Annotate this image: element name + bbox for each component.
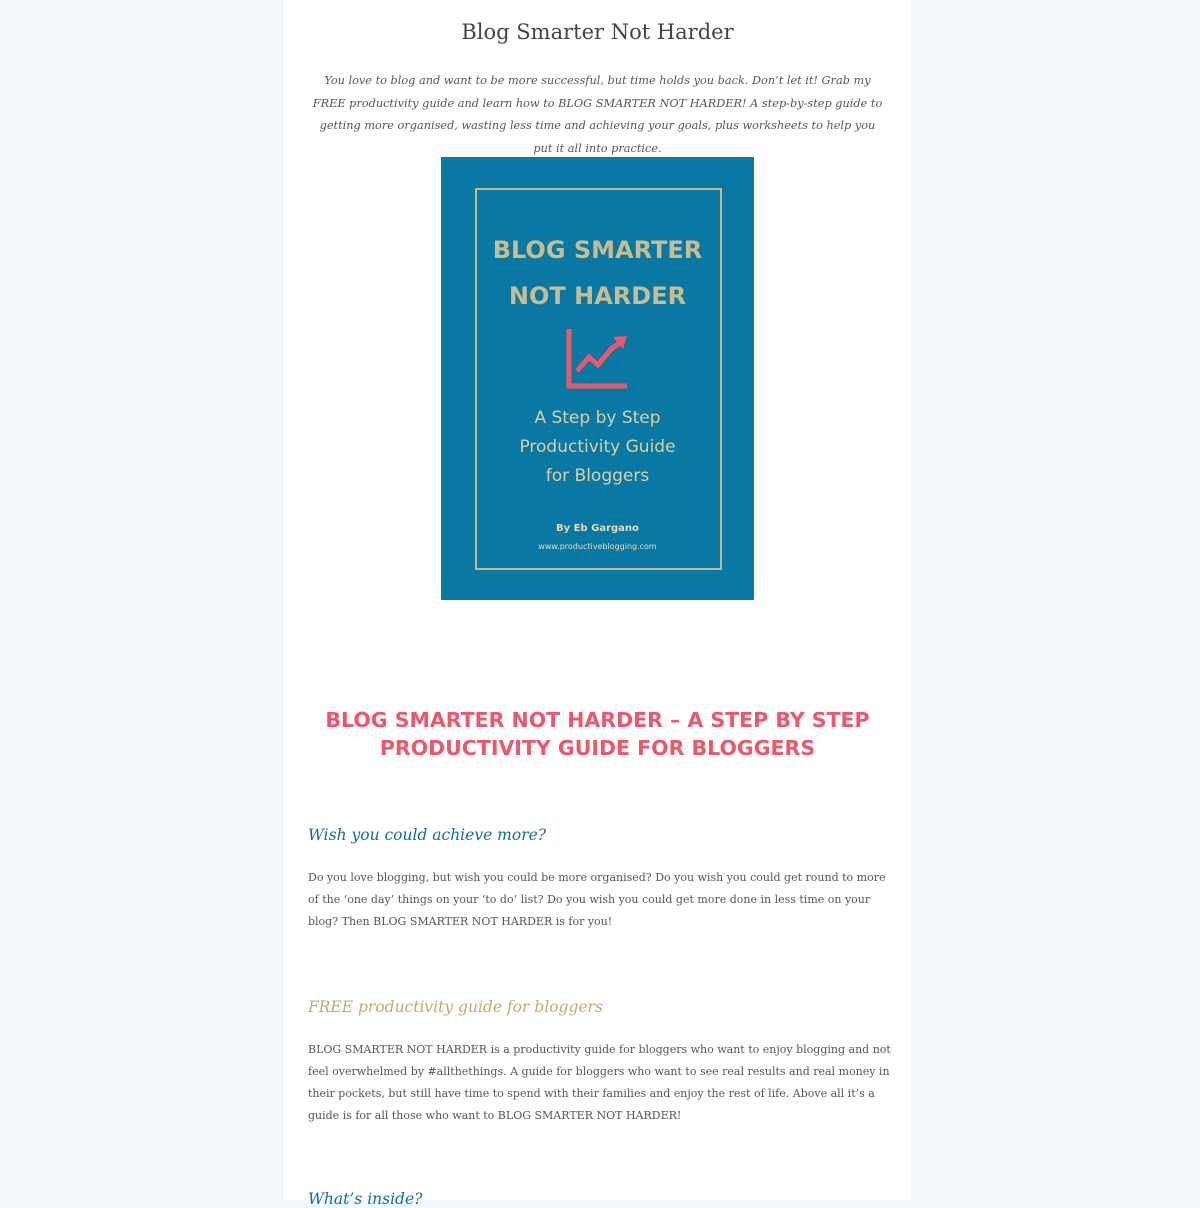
cover-title-line: BLOG SMARTER — [492, 236, 703, 264]
trending-up-chart-icon — [565, 327, 631, 391]
cover-subtitle-line: Productivity Guide — [519, 437, 676, 457]
cover-subtitle — [441, 404, 754, 491]
section-body-achieve-more: Do you love blogging, but wish you could be more organised? Do you wish you could get round to more of the ‘one day’ things on your ‘to do’ list? Do you wish you could get more done in less time on your blog? Then BLOG SMARTER NOT HARDER is for you! — [308, 871, 886, 928]
content-column — [284, 0, 911, 1208]
section-heading-achieve-more: Wish you could achieve more? — [308, 826, 547, 844]
cover-author: By Eb Gargano — [556, 523, 639, 534]
section-heading-whats-inside: What’s inside? — [308, 1190, 423, 1208]
guide-heading-line: BLOG SMARTER NOT HARDER – A STEP BY STEP — [325, 708, 870, 732]
cover-title-line: NOT HARDER — [508, 282, 687, 310]
intro-paragraph: You love to blog and want to be more successful, but time holds you back. Don’t let it! Grab my FREE productivity guide and learn how to BLOG SMARTER NOT HARDER! A step-by-step guide to getting more organised, wasting less time and achieving your goals, plus worksheets to help you put it all into practice. — [312, 74, 883, 155]
cover-url: www.productiveblogging.com — [538, 542, 657, 551]
guide-heading-line: PRODUCTIVITY GUIDE FOR BLOGGERS — [379, 736, 816, 760]
cover-subtitle-line: for Bloggers — [545, 466, 650, 486]
section-heading-free-guide: FREE productivity guide for bloggers — [308, 998, 603, 1016]
section-body-free-guide: BLOG SMARTER NOT HARDER is a productivity guide for bloggers who want to enjoy blogging and not feel overwhelmed by #allthethings. A guide for bloggers who want to see real results and real money in their pockets, but still have time to spend with their families and enjoy the rest of life. Above all it’s a guide is for all those who want to BLOG SMARTER NOT HARDER! — [308, 1043, 891, 1122]
guide-heading — [294, 706, 901, 762]
cover-title — [441, 227, 754, 319]
page-title: Blog Smarter Not Harder — [461, 20, 734, 44]
cover-subtitle-line: A Step by Step — [534, 408, 661, 428]
guide-cover-image[interactable] — [441, 157, 754, 600]
